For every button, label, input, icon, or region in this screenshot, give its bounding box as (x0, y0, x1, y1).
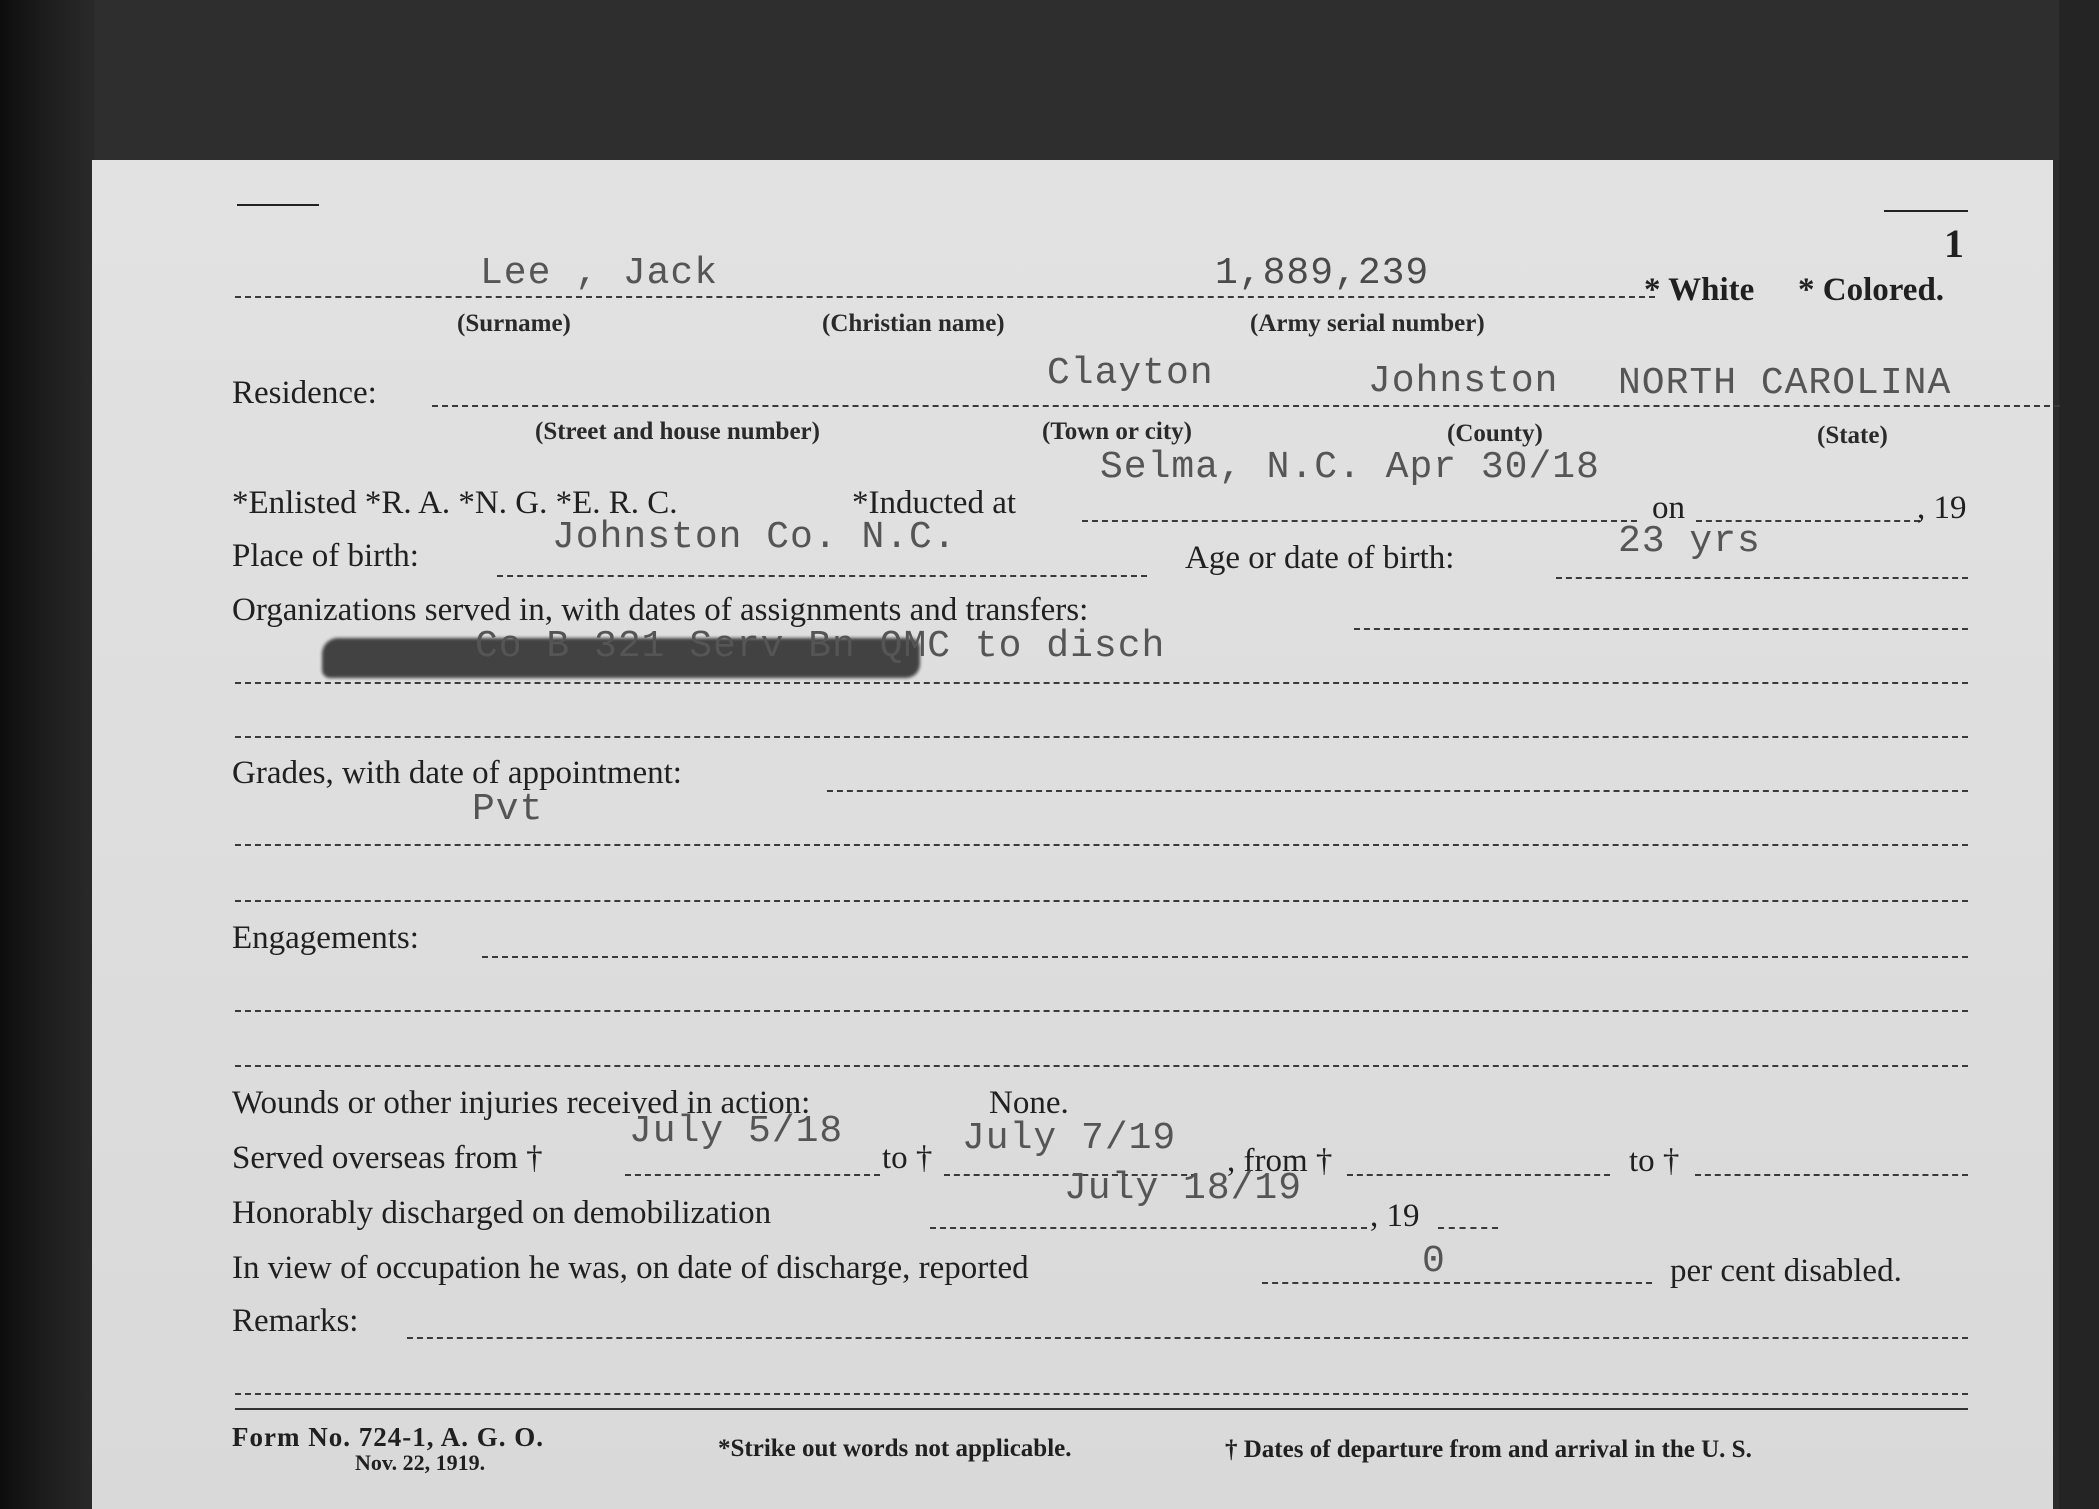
residence-state: NORTH CAROLINA (1618, 362, 1952, 405)
organizations-line-2 (235, 682, 1968, 684)
grades-line-3 (235, 900, 1968, 902)
age-label: Age or date of birth: (1185, 540, 1455, 576)
organizations-value: Co B 321 Serv Bn QMC to disch (475, 625, 1166, 668)
wounds-label: Wounds or other injuries received in action: (232, 1085, 811, 1121)
race-colored: * Colored. (1798, 272, 1945, 308)
inducted-line (1082, 520, 1637, 522)
service-record-card (92, 160, 2053, 1509)
engagements-label: Engagements: (232, 920, 419, 956)
street-caption: (Street and house number) (535, 418, 820, 445)
organizations-line-1 (1354, 628, 1968, 630)
discharge-line (930, 1227, 1367, 1229)
overseas-to2-line (1695, 1174, 1968, 1176)
scan-background-left (0, 0, 95, 1509)
discharge-value: July 18/19 (1064, 1167, 1303, 1210)
card-number: 1 (1944, 221, 1964, 266)
remarks-line-2 (235, 1393, 1968, 1395)
footer-rule (235, 1408, 1968, 1410)
grades-line-2 (235, 844, 1968, 846)
disabled-line (1262, 1282, 1652, 1284)
place-of-birth-label: Place of birth: (232, 538, 419, 574)
overseas-to-value: July 7/19 (962, 1117, 1177, 1160)
engagements-line-3 (235, 1065, 1968, 1067)
overseas-to2-label: to † (1629, 1143, 1680, 1179)
inducted-year-label: , 19 (1917, 490, 1967, 526)
residence-town: Clayton (1047, 352, 1214, 395)
disabled-value: 0 (1422, 1240, 1446, 1283)
town-caption: (Town or city) (1042, 418, 1192, 445)
age-value: 23 yrs (1618, 520, 1761, 563)
discharge-year-line (1438, 1227, 1498, 1229)
race-white: * White (1644, 272, 1755, 308)
overseas-from-value: July 5/18 (629, 1110, 844, 1153)
place-of-birth-value: Johnston Co. N.C. (552, 516, 957, 559)
top-right-rule (1884, 210, 1968, 212)
residence-label: Residence: (232, 375, 377, 411)
overseas-label: Served overseas from † (232, 1140, 543, 1176)
discharge-label: Honorably discharged on demobilization (232, 1195, 772, 1231)
form-date: Nov. 22, 1919. (355, 1450, 486, 1475)
grades-value: Pvt (472, 788, 544, 831)
surname-caption: (Surname) (457, 310, 571, 337)
overseas-to-label: to † (882, 1140, 933, 1176)
organizations-label: Organizations served in, with dates of assignments and transfers: (232, 592, 1089, 628)
remarks-line-1 (407, 1337, 1968, 1339)
christian-name-caption: (Christian name) (822, 310, 1005, 337)
overseas-from-line (625, 1174, 880, 1176)
engagements-line-2 (235, 1010, 1968, 1012)
grades-label: Grades, with date of appointment: (232, 755, 682, 791)
inducted-label: *Inducted at (852, 485, 1017, 521)
name-line (235, 296, 1655, 298)
scan-background-top (95, 0, 2099, 160)
enlisted-label: *Enlisted *R. A. *N. G. *E. R. C. (232, 485, 678, 521)
county-caption: (County) (1447, 420, 1543, 447)
state-caption: (State) (1817, 422, 1888, 449)
residence-county: Johnston (1368, 360, 1559, 403)
inducted-value: Selma, N.C. Apr 30/18 (1100, 446, 1600, 489)
disabled-suffix: per cent disabled. (1670, 1253, 1902, 1289)
place-of-birth-line (497, 575, 1147, 577)
disabled-label: In view of occupation he was, on date of discharge, reported (232, 1250, 1029, 1286)
name-value: Lee , Jack (480, 252, 719, 295)
remarks-label: Remarks: (232, 1303, 359, 1339)
form-number: Form No. 724-1, A. G. O. (232, 1422, 544, 1452)
serial-number-value: 1,889,239 (1215, 252, 1430, 295)
scan-background-right (2059, 0, 2099, 1509)
wounds-value: None. (989, 1085, 1069, 1121)
dates-note: † Dates of departure from and arrival in the U. S. (1225, 1436, 1752, 1463)
serial-number-caption: (Army serial number) (1250, 310, 1485, 337)
organizations-line-3 (235, 736, 1968, 738)
overseas-from2-label: , from † (1227, 1143, 1333, 1179)
grades-line-1 (827, 790, 1968, 792)
overseas-from2-line (1347, 1174, 1610, 1176)
inducted-on-label: on (1652, 490, 1685, 526)
discharge-year-label: , 19 (1370, 1198, 1420, 1234)
top-left-rule (237, 204, 319, 206)
residence-line (432, 405, 2060, 407)
strike-out-note: *Strike out words not applicable. (718, 1435, 1072, 1462)
age-line (1556, 577, 1968, 579)
engagements-line-1 (482, 956, 1968, 958)
